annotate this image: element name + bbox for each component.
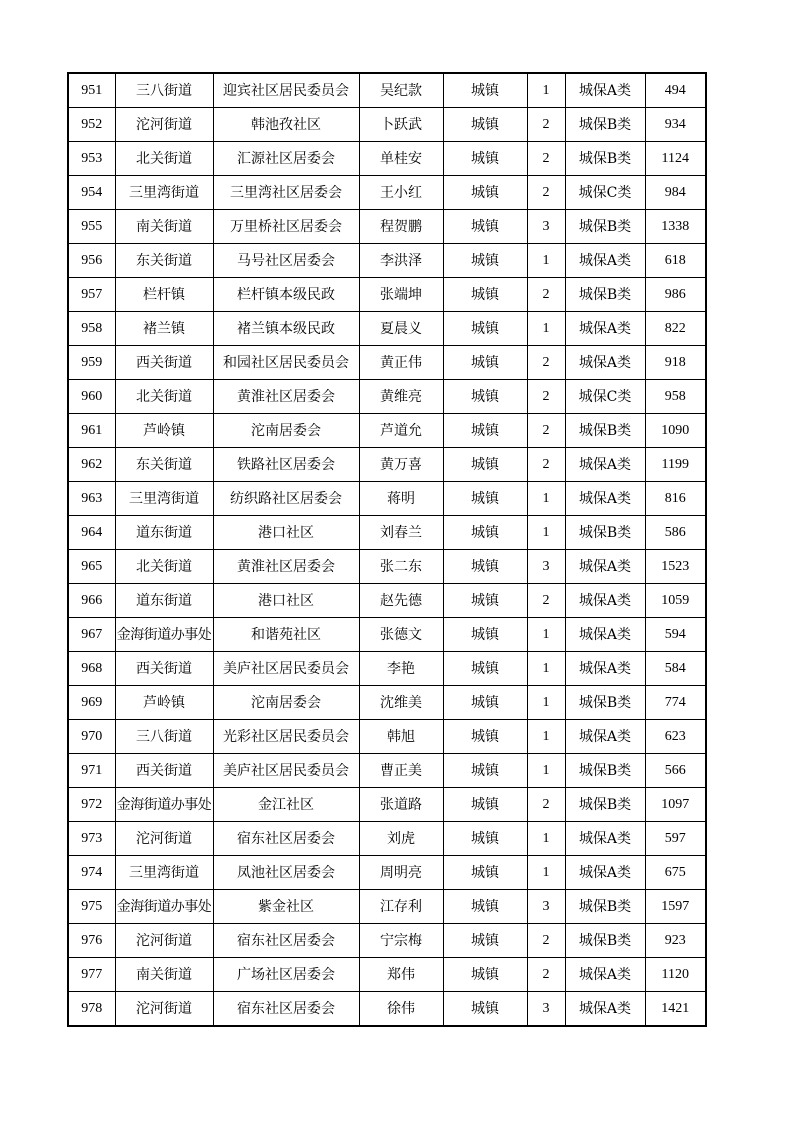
name-cell: 李艳 [359, 652, 443, 686]
household-size-cell: 2 [527, 924, 565, 958]
table-row [68, 652, 706, 686]
community-cell: 褚兰镇本级民政 [213, 312, 359, 346]
category-cell: 城保A类 [565, 550, 645, 584]
household-size-cell: 1 [527, 312, 565, 346]
area-type-cell: 城镇 [443, 856, 527, 890]
community-cell: 和园社区居民委员会 [213, 346, 359, 380]
row-number: 974 [68, 856, 115, 890]
area-type-cell: 城镇 [443, 516, 527, 550]
row-number: 962 [68, 448, 115, 482]
household-size-cell: 1 [527, 482, 565, 516]
amount-cell: 675 [645, 856, 706, 890]
area-type-cell: 城镇 [443, 686, 527, 720]
community-cell: 金江社区 [213, 788, 359, 822]
category-cell: 城保B类 [565, 142, 645, 176]
row-number: 969 [68, 686, 115, 720]
community-cell: 凤池社区居委会 [213, 856, 359, 890]
table-row [68, 822, 706, 856]
category-cell: 城保A类 [565, 244, 645, 278]
street-cell: 北关街道 [115, 550, 213, 584]
household-size-cell: 2 [527, 380, 565, 414]
area-type-cell: 城镇 [443, 346, 527, 380]
row-number: 960 [68, 380, 115, 414]
row-number: 955 [68, 210, 115, 244]
amount-cell: 1338 [645, 210, 706, 244]
community-cell: 万里桥社区居委会 [213, 210, 359, 244]
community-cell: 紫金社区 [213, 890, 359, 924]
row-number: 961 [68, 414, 115, 448]
street-cell: 东关街道 [115, 244, 213, 278]
street-cell: 褚兰镇 [115, 312, 213, 346]
category-cell: 城保B类 [565, 890, 645, 924]
street-cell: 道东街道 [115, 584, 213, 618]
category-cell: 城保C类 [565, 176, 645, 210]
area-type-cell: 城镇 [443, 550, 527, 584]
name-cell: 江存利 [359, 890, 443, 924]
table-row [68, 414, 706, 448]
row-number: 972 [68, 788, 115, 822]
category-cell: 城保A类 [565, 618, 645, 652]
community-cell: 沱南居委会 [213, 414, 359, 448]
amount-cell: 918 [645, 346, 706, 380]
community-cell: 黄淮社区居委会 [213, 380, 359, 414]
household-size-cell: 1 [527, 822, 565, 856]
street-cell: 三里湾街道 [115, 482, 213, 516]
street-cell: 栏杆镇 [115, 278, 213, 312]
street-cell: 北关街道 [115, 380, 213, 414]
table-row [68, 720, 706, 754]
community-cell: 光彩社区居民委员会 [213, 720, 359, 754]
community-cell: 韩池孜社区 [213, 108, 359, 142]
name-cell: 韩旭 [359, 720, 443, 754]
area-type-cell: 城镇 [443, 584, 527, 618]
category-cell: 城保A类 [565, 958, 645, 992]
name-cell: 黄万喜 [359, 448, 443, 482]
household-size-cell: 1 [527, 73, 565, 108]
street-cell: 三八街道 [115, 720, 213, 754]
amount-cell: 984 [645, 176, 706, 210]
household-size-cell: 2 [527, 788, 565, 822]
category-cell: 城保B类 [565, 788, 645, 822]
table-row [68, 958, 706, 992]
category-cell: 城保C类 [565, 380, 645, 414]
category-cell: 城保B类 [565, 516, 645, 550]
street-cell: 沱河街道 [115, 992, 213, 1027]
area-type-cell: 城镇 [443, 244, 527, 278]
name-cell: 宁宗梅 [359, 924, 443, 958]
name-cell: 刘虎 [359, 822, 443, 856]
table-row [68, 73, 706, 108]
row-number: 953 [68, 142, 115, 176]
table-row [68, 108, 706, 142]
table-row [68, 754, 706, 788]
area-type-cell: 城镇 [443, 924, 527, 958]
table-row [68, 448, 706, 482]
table-row [68, 516, 706, 550]
name-cell: 张德文 [359, 618, 443, 652]
amount-cell: 923 [645, 924, 706, 958]
name-cell: 吴纪款 [359, 73, 443, 108]
table-row [68, 346, 706, 380]
name-cell: 单桂安 [359, 142, 443, 176]
name-cell: 张二东 [359, 550, 443, 584]
community-cell: 汇源社区居委会 [213, 142, 359, 176]
name-cell: 郑伟 [359, 958, 443, 992]
category-cell: 城保A类 [565, 312, 645, 346]
household-size-cell: 2 [527, 278, 565, 312]
row-number: 951 [68, 73, 115, 108]
row-number: 964 [68, 516, 115, 550]
name-cell: 程贺鹏 [359, 210, 443, 244]
community-cell: 栏杆镇本级民政 [213, 278, 359, 312]
roster-body [68, 73, 706, 1026]
table-row [68, 210, 706, 244]
household-size-cell: 2 [527, 346, 565, 380]
table-row [68, 482, 706, 516]
household-size-cell: 2 [527, 142, 565, 176]
household-size-cell: 1 [527, 856, 565, 890]
amount-cell: 816 [645, 482, 706, 516]
row-number: 959 [68, 346, 115, 380]
street-cell: 金海街道办事处 [115, 788, 213, 822]
table-row [68, 924, 706, 958]
name-cell: 卜跃武 [359, 108, 443, 142]
area-type-cell: 城镇 [443, 720, 527, 754]
row-number: 956 [68, 244, 115, 278]
street-cell: 金海街道办事处 [115, 890, 213, 924]
area-type-cell: 城镇 [443, 312, 527, 346]
amount-cell: 1199 [645, 448, 706, 482]
community-cell: 宿东社区居委会 [213, 822, 359, 856]
household-size-cell: 2 [527, 108, 565, 142]
amount-cell: 958 [645, 380, 706, 414]
amount-cell: 1523 [645, 550, 706, 584]
community-cell: 港口社区 [213, 584, 359, 618]
street-cell: 芦岭镇 [115, 686, 213, 720]
row-number: 967 [68, 618, 115, 652]
area-type-cell: 城镇 [443, 754, 527, 788]
table-row [68, 856, 706, 890]
area-type-cell: 城镇 [443, 210, 527, 244]
household-size-cell: 1 [527, 652, 565, 686]
household-size-cell: 1 [527, 516, 565, 550]
category-cell: 城保B类 [565, 414, 645, 448]
community-cell: 三里湾社区居委会 [213, 176, 359, 210]
category-cell: 城保B类 [565, 754, 645, 788]
amount-cell: 1597 [645, 890, 706, 924]
area-type-cell: 城镇 [443, 414, 527, 448]
row-number: 975 [68, 890, 115, 924]
community-cell: 广场社区居委会 [213, 958, 359, 992]
community-cell: 美庐社区居民委员会 [213, 754, 359, 788]
household-size-cell: 1 [527, 686, 565, 720]
household-size-cell: 1 [527, 618, 565, 652]
street-cell: 沱河街道 [115, 822, 213, 856]
amount-cell: 594 [645, 618, 706, 652]
area-type-cell: 城镇 [443, 618, 527, 652]
row-number: 957 [68, 278, 115, 312]
amount-cell: 986 [645, 278, 706, 312]
row-number: 971 [68, 754, 115, 788]
table-row [68, 584, 706, 618]
area-type-cell: 城镇 [443, 958, 527, 992]
row-number: 958 [68, 312, 115, 346]
area-type-cell: 城镇 [443, 108, 527, 142]
table-row [68, 890, 706, 924]
category-cell: 城保A类 [565, 652, 645, 686]
area-type-cell: 城镇 [443, 482, 527, 516]
street-cell: 道东街道 [115, 516, 213, 550]
row-number: 968 [68, 652, 115, 686]
row-number: 970 [68, 720, 115, 754]
street-cell: 南关街道 [115, 958, 213, 992]
household-size-cell: 1 [527, 244, 565, 278]
name-cell: 张端坤 [359, 278, 443, 312]
community-cell: 沱南居委会 [213, 686, 359, 720]
household-size-cell: 3 [527, 550, 565, 584]
household-size-cell: 1 [527, 754, 565, 788]
benefit-roster-table [67, 72, 707, 1027]
street-cell: 芦岭镇 [115, 414, 213, 448]
table-row [68, 142, 706, 176]
amount-cell: 618 [645, 244, 706, 278]
row-number: 966 [68, 584, 115, 618]
name-cell: 夏晨义 [359, 312, 443, 346]
category-cell: 城保A类 [565, 822, 645, 856]
table-row [68, 278, 706, 312]
row-number: 977 [68, 958, 115, 992]
community-cell: 铁路社区居委会 [213, 448, 359, 482]
amount-cell: 1421 [645, 992, 706, 1027]
household-size-cell: 2 [527, 414, 565, 448]
amount-cell: 1120 [645, 958, 706, 992]
street-cell: 北关街道 [115, 142, 213, 176]
name-cell: 芦道允 [359, 414, 443, 448]
category-cell: 城保A类 [565, 584, 645, 618]
street-cell: 三里湾街道 [115, 856, 213, 890]
table-row [68, 380, 706, 414]
row-number: 976 [68, 924, 115, 958]
category-cell: 城保A类 [565, 992, 645, 1027]
table-row [68, 550, 706, 584]
name-cell: 周明亮 [359, 856, 443, 890]
amount-cell: 774 [645, 686, 706, 720]
table-row [68, 176, 706, 210]
name-cell: 刘春兰 [359, 516, 443, 550]
amount-cell: 1090 [645, 414, 706, 448]
name-cell: 徐伟 [359, 992, 443, 1027]
table-row [68, 788, 706, 822]
community-cell: 迎宾社区居民委员会 [213, 73, 359, 108]
area-type-cell: 城镇 [443, 380, 527, 414]
category-cell: 城保A类 [565, 482, 645, 516]
amount-cell: 584 [645, 652, 706, 686]
household-size-cell: 3 [527, 210, 565, 244]
table-row [68, 618, 706, 652]
row-number: 965 [68, 550, 115, 584]
household-size-cell: 3 [527, 992, 565, 1027]
area-type-cell: 城镇 [443, 822, 527, 856]
name-cell: 黄正伟 [359, 346, 443, 380]
name-cell: 曹正美 [359, 754, 443, 788]
amount-cell: 623 [645, 720, 706, 754]
amount-cell: 1097 [645, 788, 706, 822]
category-cell: 城保A类 [565, 856, 645, 890]
street-cell: 三八街道 [115, 73, 213, 108]
household-size-cell: 2 [527, 176, 565, 210]
community-cell: 和谐苑社区 [213, 618, 359, 652]
street-cell: 西关街道 [115, 346, 213, 380]
area-type-cell: 城镇 [443, 788, 527, 822]
area-type-cell: 城镇 [443, 992, 527, 1027]
name-cell: 赵先德 [359, 584, 443, 618]
community-cell: 黄淮社区居委会 [213, 550, 359, 584]
area-type-cell: 城镇 [443, 142, 527, 176]
household-size-cell: 3 [527, 890, 565, 924]
amount-cell: 822 [645, 312, 706, 346]
street-cell: 沱河街道 [115, 924, 213, 958]
area-type-cell: 城镇 [443, 448, 527, 482]
row-number: 952 [68, 108, 115, 142]
street-cell: 三里湾街道 [115, 176, 213, 210]
category-cell: 城保B类 [565, 108, 645, 142]
amount-cell: 1059 [645, 584, 706, 618]
area-type-cell: 城镇 [443, 73, 527, 108]
table-row [68, 992, 706, 1027]
name-cell: 黄维亮 [359, 380, 443, 414]
household-size-cell: 1 [527, 720, 565, 754]
amount-cell: 586 [645, 516, 706, 550]
street-cell: 南关街道 [115, 210, 213, 244]
category-cell: 城保A类 [565, 73, 645, 108]
category-cell: 城保B类 [565, 210, 645, 244]
household-size-cell: 2 [527, 448, 565, 482]
category-cell: 城保A类 [565, 720, 645, 754]
street-cell: 金海街道办事处 [115, 618, 213, 652]
area-type-cell: 城镇 [443, 278, 527, 312]
row-number: 963 [68, 482, 115, 516]
table-row [68, 686, 706, 720]
community-cell: 马号社区居委会 [213, 244, 359, 278]
category-cell: 城保A类 [565, 448, 645, 482]
row-number: 954 [68, 176, 115, 210]
area-type-cell: 城镇 [443, 176, 527, 210]
community-cell: 港口社区 [213, 516, 359, 550]
area-type-cell: 城镇 [443, 890, 527, 924]
community-cell: 宿东社区居委会 [213, 992, 359, 1027]
street-cell: 西关街道 [115, 754, 213, 788]
amount-cell: 494 [645, 73, 706, 108]
street-cell: 东关街道 [115, 448, 213, 482]
area-type-cell: 城镇 [443, 652, 527, 686]
name-cell: 蒋明 [359, 482, 443, 516]
row-number: 973 [68, 822, 115, 856]
street-cell: 西关街道 [115, 652, 213, 686]
name-cell: 张道路 [359, 788, 443, 822]
category-cell: 城保B类 [565, 278, 645, 312]
street-cell: 沱河街道 [115, 108, 213, 142]
category-cell: 城保B类 [565, 686, 645, 720]
community-cell: 纺织路社区居委会 [213, 482, 359, 516]
amount-cell: 1124 [645, 142, 706, 176]
amount-cell: 934 [645, 108, 706, 142]
name-cell: 沈维美 [359, 686, 443, 720]
category-cell: 城保B类 [565, 924, 645, 958]
community-cell: 宿东社区居委会 [213, 924, 359, 958]
household-size-cell: 2 [527, 584, 565, 618]
household-size-cell: 2 [527, 958, 565, 992]
table-row [68, 312, 706, 346]
name-cell: 李洪泽 [359, 244, 443, 278]
row-number: 978 [68, 992, 115, 1027]
category-cell: 城保A类 [565, 346, 645, 380]
table-row [68, 244, 706, 278]
amount-cell: 597 [645, 822, 706, 856]
amount-cell: 566 [645, 754, 706, 788]
community-cell: 美庐社区居民委员会 [213, 652, 359, 686]
name-cell: 王小红 [359, 176, 443, 210]
